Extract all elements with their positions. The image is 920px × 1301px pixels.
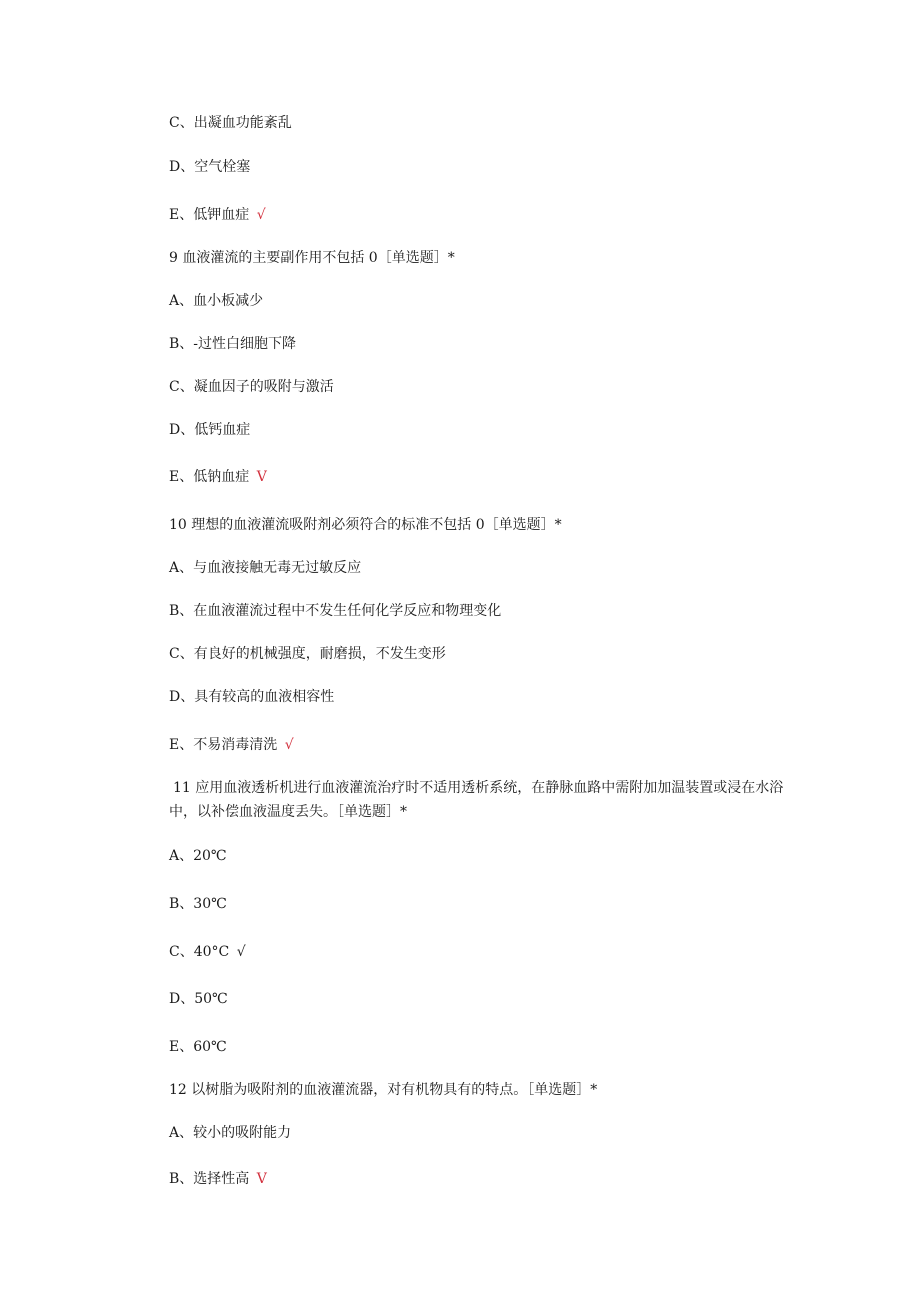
option-text: B、30℃: [169, 896, 227, 912]
option-text: D、低钙血症: [169, 422, 251, 438]
option-text: D、具有较高的血液相容性: [169, 689, 335, 705]
q11-option-d: [169, 989, 228, 1009]
option-text: E、低钠血症: [169, 469, 250, 485]
option-text: B、在血液灌流过程中不发生任何化学反应和物理变化: [169, 603, 502, 619]
option-text: E、60℃: [169, 1039, 227, 1055]
option-text: B、-过性白细胞下降: [169, 336, 297, 352]
correct-answer-mark: √: [236, 944, 246, 960]
correct-answer-mark: V: [256, 1171, 267, 1187]
q10-option-b: [169, 601, 501, 621]
option-text: A、较小的吸附能力: [169, 1125, 292, 1141]
option-text: C、40°C: [169, 944, 230, 960]
q8-option-c: [169, 113, 292, 133]
q12-option-b: [169, 1169, 267, 1189]
option-text: A、20℃: [169, 848, 227, 864]
q11-title: 11 应用血液透析机进行血液灌流治疗时不适用透析系统，在静脉血路中需附加加温装置或浸在水浴中，以补偿血液温度丢失。［单选题］*: [169, 780, 784, 820]
option-text: D、空气栓塞: [169, 159, 251, 175]
q9-option-a: [169, 291, 263, 311]
q12-title: 12 以树脂为吸附剂的血液灌流器，对有机物具有的特点。［单选题］*: [169, 1082, 598, 1098]
option-text: E、不易消毒清洗: [169, 737, 278, 753]
option-text: C、出凝血功能紊乱: [169, 115, 292, 131]
correct-answer-mark: √: [256, 207, 266, 223]
q9-option-e: [169, 467, 267, 487]
q11-option-e: [169, 1037, 227, 1057]
q8-option-d: [169, 157, 250, 177]
q11-option-c: [169, 942, 246, 962]
correct-answer-mark: V: [256, 469, 267, 485]
q10-option-a: [169, 558, 361, 578]
option-text: C、有良好的机械强度，耐磨损，不发生变形: [169, 646, 446, 662]
q8-option-e: [169, 205, 266, 225]
q11-option-b: [169, 894, 227, 914]
option-text: A、与血液接触无毒无过敏反应: [169, 560, 362, 576]
q10-option-e: [169, 735, 294, 755]
option-text: D、50℃: [169, 991, 228, 1007]
option-text: B、选择性高: [169, 1171, 250, 1187]
q9-option-d: [169, 420, 250, 440]
q9-option-c: [169, 377, 334, 397]
q10-option-d: [169, 687, 334, 707]
q9-title: 9 血液灌流的主要副作用不包括 0［单选题］*: [169, 250, 455, 266]
q10-option-c: [169, 644, 446, 664]
q12-option-a: [169, 1123, 291, 1143]
q11-option-a: [169, 846, 227, 866]
q10-title: 10 理想的血液灌流吸附剂必须符合的标准不包括 0［单选题］*: [169, 517, 562, 533]
option-text: A、血小板减少: [169, 293, 264, 309]
option-text: C、凝血因子的吸附与激活: [169, 379, 334, 395]
q9-option-b: [169, 334, 296, 354]
option-text: E、低钾血症: [169, 207, 250, 223]
correct-answer-mark: √: [284, 737, 294, 753]
